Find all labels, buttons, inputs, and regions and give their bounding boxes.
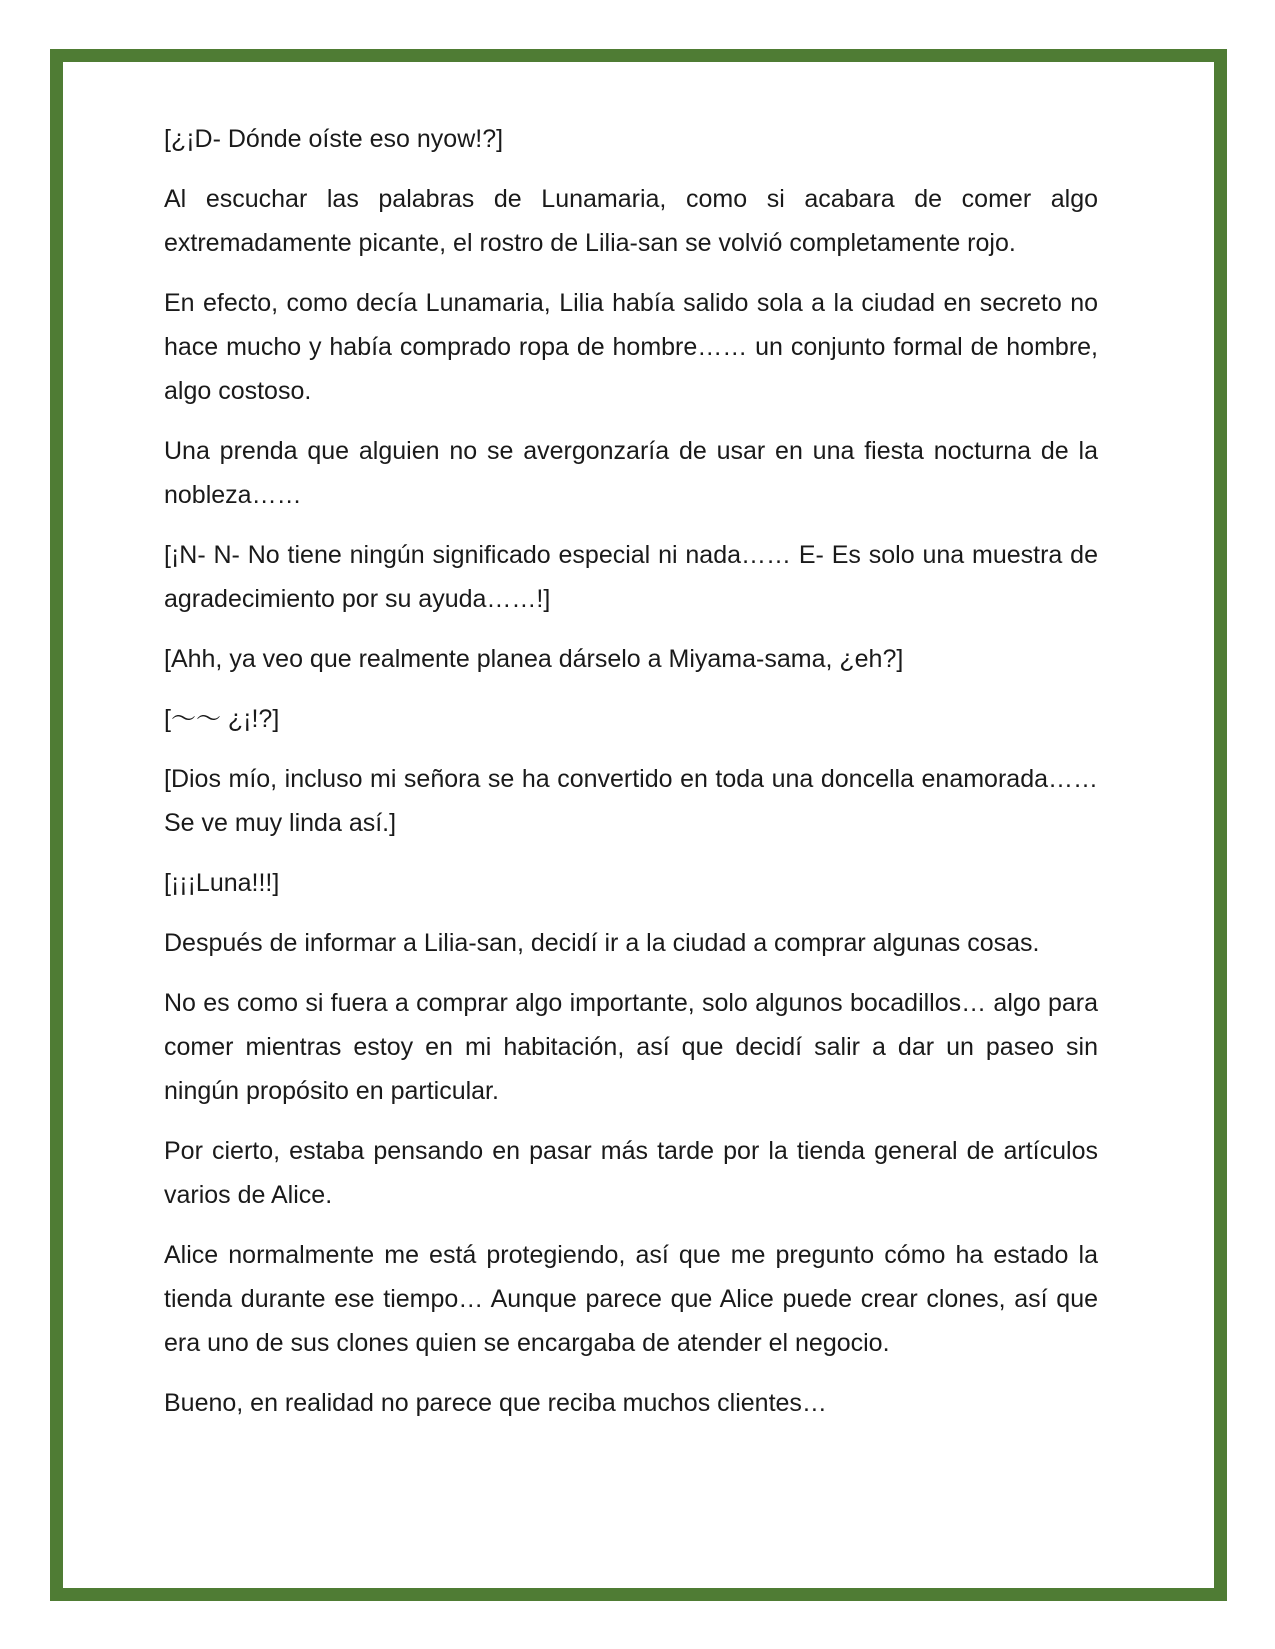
paragraph-dialogue: [Ahh, ya veo que realmente planea dárselo a Miyama-sama, ¿eh?] — [164, 645, 904, 673]
paragraph: Por cierto, estaba pensando en pasar más tarde por la tienda general de artículos varios de Alice. — [164, 1137, 1098, 1209]
paragraph-dialogue: [～～ ¿¡!?] — [164, 705, 280, 733]
paragraph: Una prenda que alguien no se avergonzaría de usar en una fiesta nocturna de la nobleza…… — [164, 437, 1098, 509]
page-content — [164, 117, 1098, 1441]
paragraph-dialogue: [¡¡¡Luna!!!] — [164, 869, 280, 897]
paragraph: En efecto, como decía Lunamaria, Lilia había salido sola a la ciudad en secreto no hace mucho y había comprado ropa de hombre…… un conjunto formal de hombre, algo costoso. — [164, 289, 1098, 405]
paragraph-dialogue: [¡N- N- No tiene ningún significado especial ni nada…… E- Es solo una muestra de agradecimiento por su ayuda……!] — [164, 541, 1098, 613]
paragraph: Al escuchar las palabras de Lunamaria, como si acabara de comer algo extremadamente picante, el rostro de Lilia-san se volvió completamente rojo. — [164, 185, 1098, 257]
paragraph: No es como si fuera a comprar algo importante, solo algunos bocadillos… algo para comer mientras estoy en mi habitación, así que decidí salir a dar un paseo sin ningún propósito en particular. — [164, 989, 1098, 1105]
paragraph: Alice normalmente me está protegiendo, así que me pregunto cómo ha estado la tienda durante ese tiempo… Aunque parece que Alice puede crear clones, así que era uno de sus clones quien se encargaba de atender el negocio. — [164, 1241, 1098, 1357]
paragraph-dialogue: [Dios mío, incluso mi señora se ha convertido en toda una doncella enamorada…… Se ve muy linda así.] — [164, 765, 1098, 837]
paragraph-dialogue: [¿¡D- Dónde oíste eso nyow!?] — [164, 125, 504, 153]
paragraph: Bueno, en realidad no parece que reciba muchos clientes… — [164, 1389, 827, 1417]
paragraph: Después de informar a Lilia-san, decidí ir a la ciudad a comprar algunas cosas. — [164, 929, 1040, 957]
